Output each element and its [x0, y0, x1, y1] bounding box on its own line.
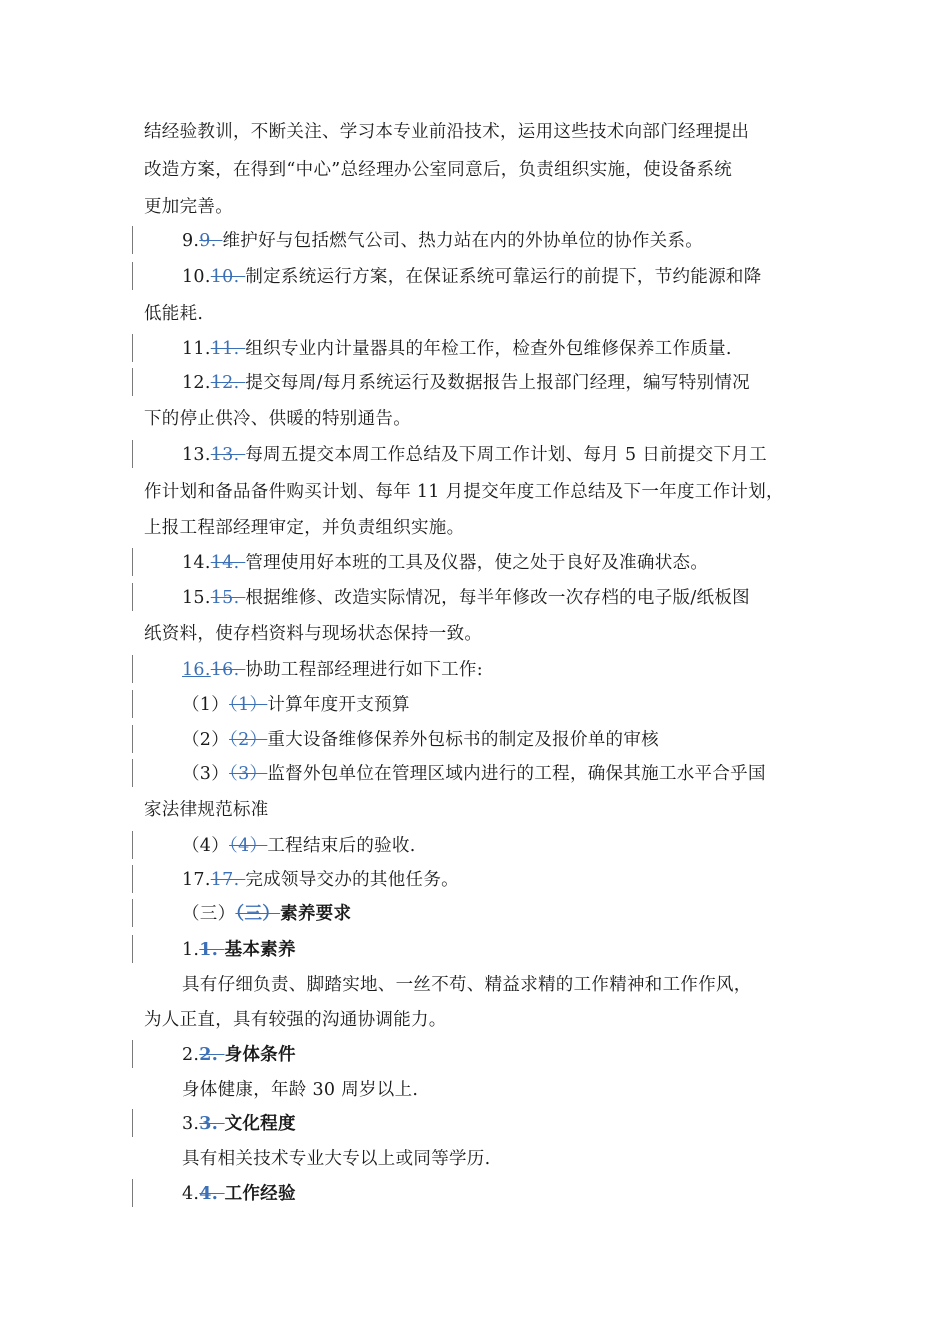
paragraph-text [182, 438, 767, 472]
paragraph-text [144, 115, 749, 149]
text-line [0, 933, 950, 967]
paragraph-text [182, 933, 296, 967]
paragraph-text [144, 475, 784, 509]
change-bar [132, 1109, 133, 1137]
text-run: 家法律规范标准 [144, 800, 269, 820]
change-bar [132, 935, 133, 963]
paragraph-text [182, 897, 351, 931]
paragraph-text [144, 511, 464, 545]
text-run: 1. [182, 940, 200, 960]
text-run: 具有仔细负责、脚踏实地、一丝不苟、精益求精的工作精神和工作作风， [182, 975, 752, 995]
paragraph-text [182, 332, 732, 366]
deleted-text: 10. [210, 267, 246, 287]
text-line [0, 829, 950, 863]
text-run: （1） [182, 695, 230, 715]
change-bar [132, 1179, 133, 1207]
text-run: 制定系统运行方案，在保证系统可靠运行的前提下，节约能源和降 [245, 267, 762, 287]
paragraph-text [144, 617, 482, 651]
text-run: 2. [182, 1045, 200, 1065]
deleted-text: （3） [229, 764, 268, 784]
text-run: （4） [182, 836, 230, 856]
text-line [0, 1107, 950, 1141]
text-line [0, 863, 950, 897]
paragraph-text [182, 1038, 296, 1072]
text-run: 10. [182, 267, 211, 287]
text-run: 9. [182, 231, 200, 251]
deleted-text: 17. [210, 870, 246, 890]
paragraph-text [182, 1177, 296, 1211]
text-line [0, 653, 950, 687]
deleted-text: 9. [199, 231, 223, 251]
text-run: 工程结束后的验收. [267, 836, 416, 856]
paragraph-text [144, 153, 732, 187]
text-run: 根据维修、改造实际情况，每半年修改一次存档的电子版/纸板图 [245, 588, 750, 608]
change-bar [132, 899, 133, 927]
text-run: 计算年度开支预算 [267, 695, 410, 715]
paragraph-text [144, 190, 233, 224]
deleted-text: 13. [210, 445, 246, 465]
text-run: 上报工程部经理审定，并负责组织实施。 [144, 518, 465, 538]
text-run: 素养要求 [280, 904, 352, 924]
paragraph-text [182, 224, 703, 258]
text-line [0, 1003, 950, 1037]
change-bar [132, 440, 133, 468]
inserted-text: 16. [182, 660, 211, 680]
paragraph-text [182, 1073, 418, 1107]
text-line [0, 723, 950, 757]
text-line [0, 581, 950, 615]
text-line [0, 402, 950, 436]
text-run: 身体条件 [224, 1045, 296, 1065]
text-run: 工作经验 [224, 1184, 296, 1204]
paragraph-text [182, 653, 483, 687]
deleted-text: （4） [229, 836, 268, 856]
text-run: 每周五提交本周工作总结及下周工作计划、每月 5 日前提交下月工 [245, 445, 767, 465]
paragraph-text [182, 1107, 296, 1141]
change-bar [132, 226, 133, 254]
paragraph-text [182, 757, 766, 791]
deleted-text: 15. [210, 588, 246, 608]
change-bar [132, 334, 133, 362]
change-bar [132, 548, 133, 576]
text-run: 14. [182, 553, 211, 573]
text-run: 12. [182, 373, 211, 393]
deleted-text: 4. [199, 1184, 225, 1204]
deleted-text: 12. [210, 373, 246, 393]
text-run: 结经验教训，不断关注、学习本专业前沿技术，运用这些技术向部门经理提出 [144, 122, 750, 142]
text-run: （三） [182, 904, 236, 924]
change-bar [132, 583, 133, 611]
text-run: 11. [182, 339, 211, 359]
deleted-text: 3. [199, 1114, 225, 1134]
text-run: 协助工程部经理进行如下工作: [245, 660, 483, 680]
text-run: 改造方案，在得到“中心”总经理办公室同意后，负责组织实施，使设备系统 [144, 160, 733, 180]
deleted-text: （三） [235, 904, 281, 924]
text-line [0, 511, 950, 545]
text-line [0, 1073, 950, 1107]
text-line [0, 757, 950, 791]
text-run: 13. [182, 445, 211, 465]
deleted-text: 1. [199, 940, 225, 960]
text-line [0, 1038, 950, 1072]
change-bar [132, 831, 133, 859]
paragraph-text [144, 1003, 447, 1037]
paragraph-text [182, 829, 416, 863]
text-run: 具有相关技术专业大专以上或同等学历. [182, 1149, 491, 1169]
text-line [0, 332, 950, 366]
text-line [0, 793, 950, 827]
text-run: 作计划和备品备件购买计划、每年 11 月提交年度工作总结及下一年度工作计划， [144, 482, 784, 502]
text-run: 更加完善。 [144, 197, 233, 217]
text-line [0, 897, 950, 931]
paragraph-text [144, 297, 203, 331]
text-run: 纸资料，使存档资料与现场状态保持一致。 [144, 624, 483, 644]
text-run: 17. [182, 870, 211, 890]
paragraph-text [182, 723, 659, 757]
paragraph-text [182, 260, 762, 294]
text-run: 文化程度 [224, 1114, 296, 1134]
text-run: 维护好与包括燃气公司、热力站在内的外协单位的协作关系。 [222, 231, 704, 251]
text-line [0, 190, 950, 224]
text-run: （2） [182, 730, 230, 750]
text-line [0, 475, 950, 509]
text-line [0, 1142, 950, 1176]
deleted-text: 11. [210, 339, 246, 359]
deleted-text: （2） [229, 730, 268, 750]
text-line [0, 617, 950, 651]
paragraph-text [182, 968, 752, 1002]
text-line [0, 1177, 950, 1211]
text-line [0, 546, 950, 580]
paragraph-text [182, 546, 708, 580]
text-run: 组织专业内计量器具的年检工作，检查外包维修保养工作质量. [245, 339, 732, 359]
paragraph-text [182, 863, 459, 897]
deleted-text: 2. [199, 1045, 225, 1065]
text-run: 身体健康，年龄 30 周岁以上. [182, 1080, 419, 1100]
paragraph-text [144, 402, 411, 436]
change-bar [132, 725, 133, 753]
text-run: 15. [182, 588, 211, 608]
text-line [0, 688, 950, 722]
change-bar [132, 865, 133, 893]
deleted-text: （1） [229, 695, 268, 715]
text-line [0, 153, 950, 187]
change-bar [132, 368, 133, 396]
text-run: 重大设备维修保养外包标书的制定及报价单的审核 [267, 730, 659, 750]
text-line [0, 260, 950, 294]
change-bar [132, 759, 133, 787]
paragraph-text [182, 581, 750, 615]
paragraph-text [182, 688, 410, 722]
deleted-text: 16. [210, 660, 246, 680]
text-run: 为人正直，具有较强的沟通协调能力。 [144, 1010, 447, 1030]
text-run: 监督外包单位在管理区域内进行的工程，确保其施工水平合乎国 [267, 764, 766, 784]
text-line [0, 297, 950, 331]
text-run: （3） [182, 764, 230, 784]
text-line [0, 438, 950, 472]
text-run: 低能耗. [144, 304, 204, 324]
deleted-text: 14. [210, 553, 246, 573]
text-line [0, 115, 950, 149]
change-bar [132, 655, 133, 683]
text-run: 4. [182, 1184, 200, 1204]
change-bar [132, 690, 133, 718]
paragraph-text [144, 793, 269, 827]
change-bar [132, 262, 133, 290]
text-line [0, 968, 950, 1002]
text-run: 管理使用好本班的工具及仪器，使之处于良好及准确状态。 [245, 553, 709, 573]
text-run: 基本素养 [224, 940, 296, 960]
text-line [0, 366, 950, 400]
text-run: 完成领导交办的其他任务。 [245, 870, 459, 890]
text-run: 提交每周/每月系统运行及数据报告上报部门经理，编写特别情况 [245, 373, 750, 393]
text-run: 下的停止供冷、供暖的特别通告。 [144, 409, 411, 429]
text-run: 3. [182, 1114, 200, 1134]
text-line [0, 224, 950, 258]
change-bar [132, 1040, 133, 1068]
paragraph-text [182, 1142, 490, 1176]
paragraph-text [182, 366, 750, 400]
